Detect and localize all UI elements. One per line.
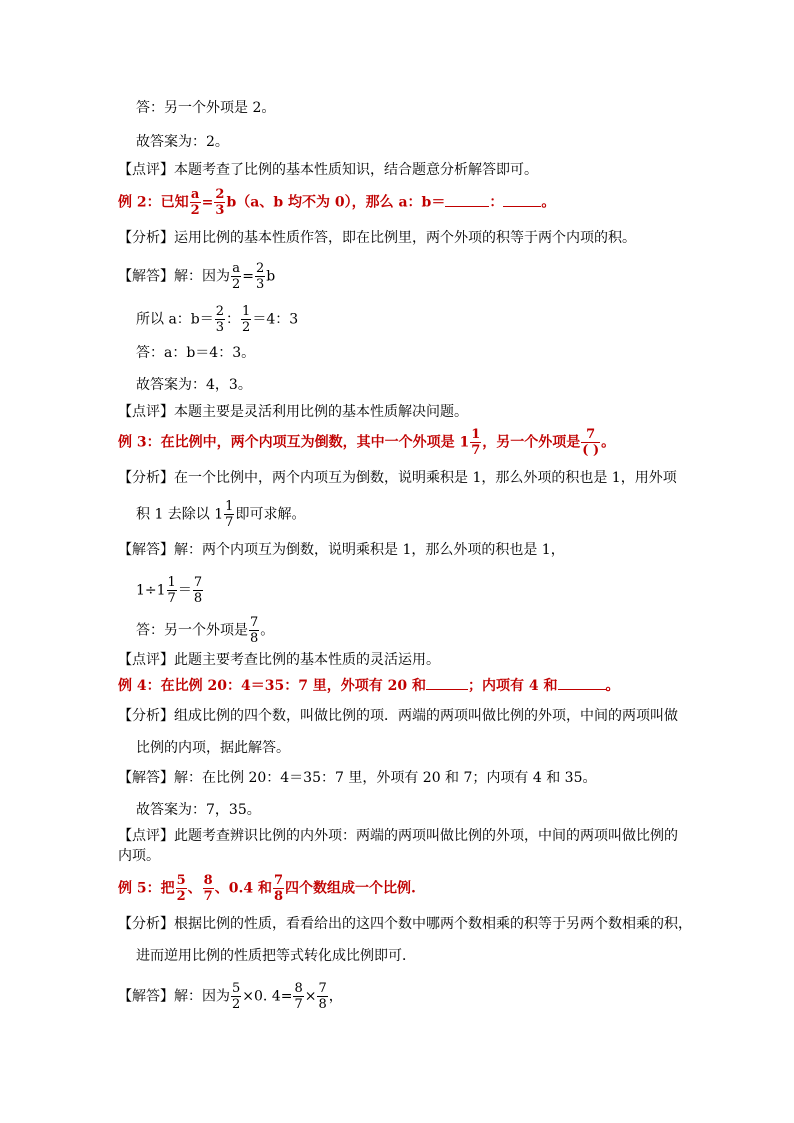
example-5-heading: 例 5：把 $\frac{5}{2}$ 、 $\frac{8}{7}$ 、0.4 和 $\frac{7}{8}$ 四个数组成一个比例. bbox=[118, 873, 416, 904]
fraction: $\frac{7}{8}$ bbox=[193, 575, 203, 606]
fraction: $\frac{a}{2}$ bbox=[232, 261, 241, 292]
fraction: $\frac{1}{2}$ bbox=[242, 304, 251, 335]
fraction: $\frac{2}{3}$ bbox=[256, 261, 265, 292]
analysis-line bbox=[118, 228, 636, 248]
analysis-continuation: 积 1 去除以 1 $\frac{1}{7}$ 即可求解。 bbox=[136, 499, 306, 530]
ratio-calc-line: 所以 a：b＝ $\frac{2}{3}$ ： $\frac{1}{2}$ ＝4：3 bbox=[136, 304, 299, 335]
comment-line bbox=[118, 160, 538, 180]
example-3-heading: 例 3：在比例中，两个内项互为倒数，其中一个外项是 1 $\frac{1}{7}$ ，另一个外项是 $\frac{7}{( )}$ 。 bbox=[118, 427, 616, 458]
analysis-text: 组成比例的四个数，叫做比例的项．两端的两项叫做比例的外项，中间的两项叫做 bbox=[174, 708, 678, 724]
fraction: $\frac{5}{2}$ bbox=[176, 873, 186, 904]
analysis-text: 根据比例的性质，看看给出的这四个数中哪两个数相乘的积等于另两个数相乘的积， bbox=[174, 916, 692, 932]
example-2-heading: 例 2：已知 $\frac{a}{2}$ = $\frac{2}{3}$ b（a、b 均不为 0），那么 a：b＝ ： 。 bbox=[118, 187, 556, 218]
solution-line: 【解答】解：因为 $\frac{a}{2}$ = $\frac{2}{3}$ b bbox=[118, 261, 276, 292]
fraction: $\frac{1}{7}$ bbox=[225, 499, 234, 530]
solution-tag: 【解答】 bbox=[118, 770, 174, 786]
fraction: $\frac{7}{8}$ bbox=[250, 615, 259, 646]
comment-text: 此题主要考查比例的基本性质的灵活运用。 bbox=[174, 652, 440, 668]
fraction: $\frac{7}{8}$ bbox=[318, 981, 327, 1012]
solution-line: 【解答】解：在比例 20：4＝35：7 里，外项有 20 和 7；内项有 4 和 35。 bbox=[118, 770, 597, 786]
solution-line: 【解答】解：两个内项互为倒数，说明乘积是 1，那么外项的积也是 1， bbox=[118, 542, 565, 558]
comment-tag: 【点评】 bbox=[118, 652, 174, 668]
comment-tag: 【点评】 bbox=[118, 162, 174, 178]
example-2-prefix: 例 2：已知 bbox=[118, 194, 189, 211]
analysis-tag: 【分析】 bbox=[118, 916, 174, 932]
comment-tag: 【点评】 bbox=[118, 404, 174, 420]
fraction: $\frac{2}{3}$ bbox=[215, 187, 225, 218]
analysis-continuation: 比例的内项，据此解答。 bbox=[136, 740, 290, 756]
final-answer-line: 故答案为：7，35。 bbox=[136, 802, 261, 818]
analysis-line bbox=[118, 706, 678, 726]
answer-blank bbox=[503, 194, 541, 207]
answer-line: 答：另一个外项是 $\frac{7}{8}$ 。 bbox=[136, 615, 275, 646]
analysis-tag: 【分析】 bbox=[118, 230, 174, 246]
comment-text: 本题考查了比例的基本性质知识，结合题意分析解答即可。 bbox=[174, 162, 538, 178]
solution-tag: 【解答】 bbox=[118, 268, 174, 285]
fraction: $\frac{8}{7}$ bbox=[203, 873, 213, 904]
answer-blank bbox=[426, 677, 468, 690]
solution-tag: 【解答】 bbox=[118, 988, 174, 1005]
fraction: $\frac{5}{2}$ bbox=[232, 981, 241, 1012]
comment-line bbox=[118, 650, 440, 670]
fraction: $\frac{a}{2}$ bbox=[190, 187, 200, 218]
analysis-tag: 【分析】 bbox=[118, 708, 174, 724]
comment-text: 此题考查辨识比例的内外项：两端的两项叫做比例的外项，中间的两项叫做比例的 bbox=[174, 828, 678, 844]
answer-blank bbox=[445, 194, 489, 207]
solution-line: 【解答】解：因为 $\frac{5}{2}$ ×0. 4= $\frac{8}{7}$ × $\frac{7}{8}$ ， bbox=[118, 981, 343, 1012]
analysis-text: 运用比例的基本性质作答，即在比例里，两个外项的积等于两个内项的积。 bbox=[174, 230, 636, 246]
answer-line: 答：另一个外项是 2。 bbox=[136, 100, 276, 116]
answer-line: 答：a：b＝4：3。 bbox=[136, 345, 256, 361]
analysis-text: 在一个比例中，两个内项互为倒数，说明乘积是 1，那么外项的积也是 1，用外项 bbox=[174, 470, 677, 486]
fraction: $\frac{7}{( )}$ bbox=[582, 427, 600, 458]
answer-blank bbox=[558, 677, 606, 690]
analysis-tag: 【分析】 bbox=[118, 470, 174, 486]
final-answer-line: 故答案为：4，3。 bbox=[136, 377, 252, 393]
comment-tag: 【点评】 bbox=[118, 828, 174, 844]
fraction: $\frac{2}{3}$ bbox=[215, 304, 225, 335]
comment-text: 本题主要是灵活利用比例的基本性质解决问题。 bbox=[174, 404, 468, 420]
comment-continuation: 内项。 bbox=[118, 848, 160, 864]
analysis-continuation: 进而逆用比例的性质把等式转化成比例即可． bbox=[136, 948, 416, 964]
fraction: $\frac{8}{7}$ bbox=[294, 981, 303, 1012]
comment-line bbox=[118, 826, 678, 846]
comment-line bbox=[118, 402, 468, 422]
calc-line: 1÷1 $\frac{1}{7}$ ＝ $\frac{7}{8}$ bbox=[136, 575, 203, 606]
fraction: $\frac{1}{7}$ bbox=[471, 427, 481, 458]
example-4-heading: 例 4：在比例 20：4＝35：7 里，外项有 20 和 ；内项有 4 和 。 bbox=[118, 678, 620, 694]
fraction: $\frac{7}{8}$ bbox=[273, 873, 283, 904]
final-answer-line: 故答案为：2。 bbox=[136, 134, 229, 150]
example-2-middle: （a、b 均不为 0），那么 a：b＝ bbox=[236, 194, 446, 211]
fraction: $\frac{1}{7}$ bbox=[167, 575, 176, 606]
solution-tag: 【解答】 bbox=[118, 542, 174, 558]
analysis-line bbox=[118, 468, 677, 488]
analysis-line bbox=[118, 914, 692, 934]
